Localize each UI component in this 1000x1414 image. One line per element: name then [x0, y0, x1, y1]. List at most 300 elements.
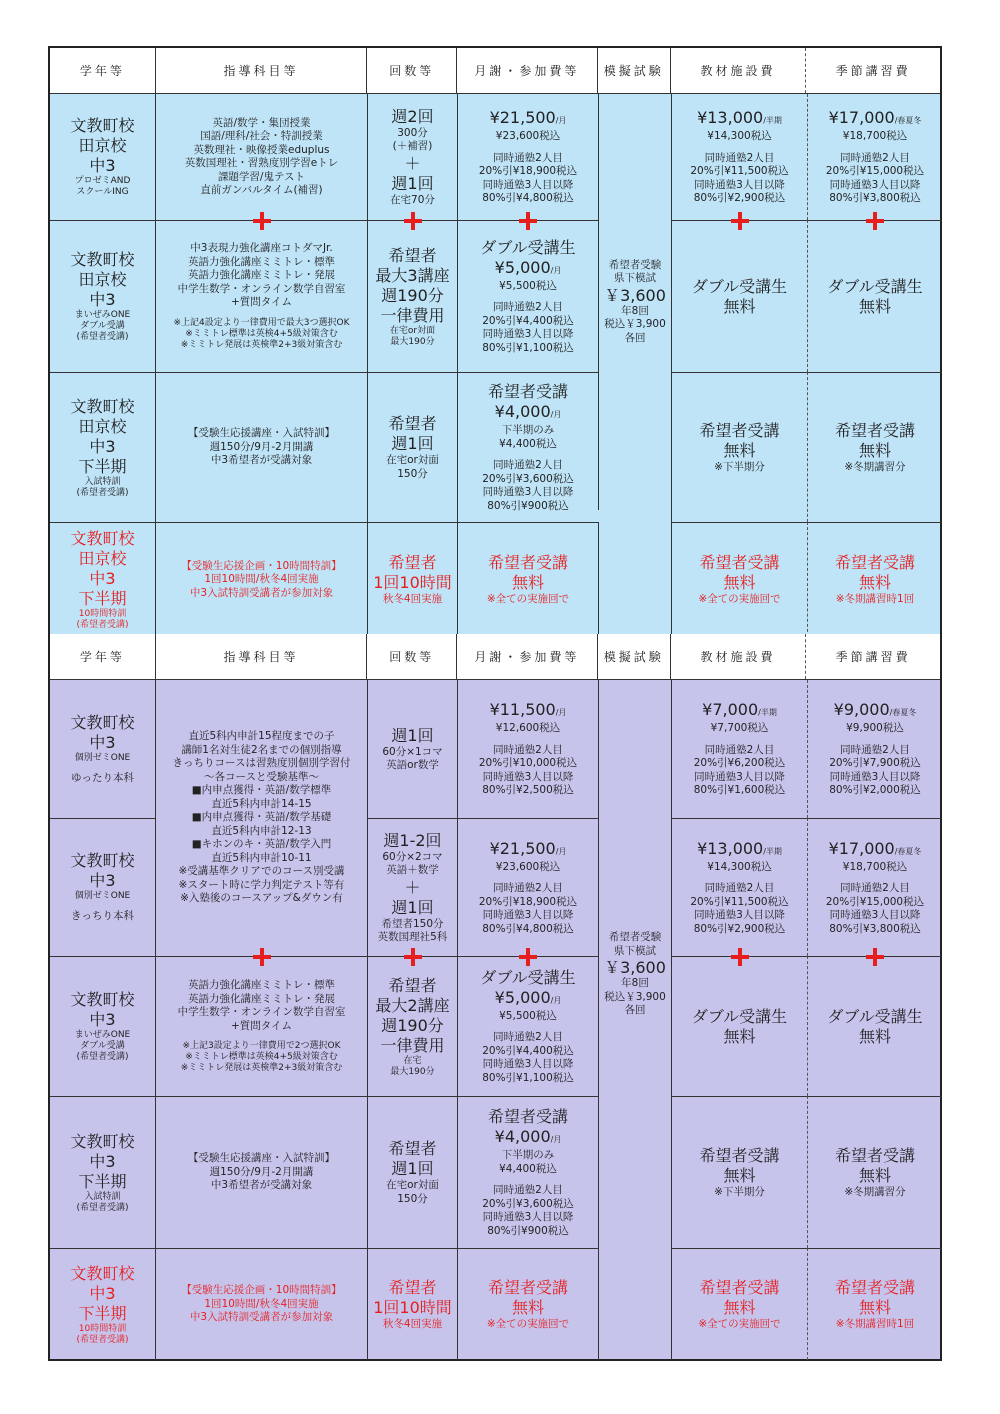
frequency-cell — [367, 1096, 457, 1248]
header-cell-2: 指導科目等 — [155, 48, 367, 93]
material-fee-cell — [671, 94, 807, 220]
discounts — [479, 744, 577, 798]
discounts — [829, 744, 921, 798]
discount-line: 同時通塾3人目以降 — [482, 328, 574, 341]
header-cell-1: 学年等 — [79, 64, 125, 78]
frequency-main: 希望者 — [388, 553, 437, 573]
frequency-main: 週1回 — [391, 725, 434, 745]
discount-line: 同時通塾3人目以降 — [482, 1211, 574, 1223]
grade-line: 中3 — [89, 436, 116, 456]
frequency-main: 週190分 — [381, 1015, 444, 1035]
price-unit: /半期 — [763, 846, 782, 856]
subject-line: 週150分/9月-2月開講 — [209, 440, 314, 453]
price — [702, 700, 777, 722]
discount-line: 同時通塾3人目以降 — [829, 909, 921, 922]
price-unit: /月 — [555, 116, 567, 126]
seasonal-fee-cell — [807, 522, 942, 637]
free-line: 無料 — [858, 1165, 891, 1185]
mock-price: ￥3,600 — [604, 958, 666, 978]
price — [495, 258, 562, 280]
course-name: ゆったり本科 — [71, 771, 134, 784]
discount-line: 80%引¥4,800税込 — [482, 192, 574, 205]
free-line: 希望者受講 — [699, 420, 780, 440]
price — [495, 402, 562, 424]
price-unit: /春夏冬 — [889, 708, 917, 718]
plus-icon — [864, 946, 886, 968]
frequency-note: 英語or数学 — [386, 759, 439, 771]
grade-line: 中3 — [89, 156, 116, 175]
discount-line: 20%引¥18,900税込 — [478, 895, 578, 908]
seasonal-fee-cell — [807, 818, 942, 956]
course-name: きっちり本科 — [71, 910, 134, 923]
subject-line: 1回10時間/秋冬4回実施 — [204, 573, 319, 586]
tax-price: ¥23,600税込 — [495, 860, 561, 873]
price-amount: ¥21,500 — [489, 838, 556, 858]
subject-line: 英語力強化講座ミミトレ・標準 — [188, 979, 335, 991]
discounts — [482, 1031, 574, 1085]
grade-note: 入試特訓 — [84, 1191, 121, 1202]
price-amount: ¥9,000 — [833, 700, 890, 720]
subject-line: 英数理社・映像授業eduplus — [193, 143, 330, 156]
price — [829, 108, 922, 130]
grade-note: 10時間特訓 — [78, 1323, 127, 1334]
grade-cell — [50, 94, 155, 220]
grade-note: (希望者受講) — [76, 487, 129, 498]
discount-line: 20%引¥3,600税込 — [482, 472, 574, 485]
frequency-note: 60分×2コマ — [382, 850, 443, 863]
subject-line: 直近5科内申計10-11 — [211, 851, 312, 864]
tax-price: ¥7,700税込 — [710, 722, 769, 735]
discounts — [482, 301, 574, 355]
price-unit: /月 — [550, 265, 562, 275]
grade-note: スクールING — [76, 187, 129, 197]
frequency-main: 最大2講座 — [375, 995, 450, 1015]
grade-note: ダブル受講 — [80, 321, 125, 331]
subject-line: 【受験生応援講座・入試特訓】 — [188, 427, 335, 440]
grade-line: 文教町校 — [70, 851, 135, 871]
discount-line: 20%引¥11,500税込 — [690, 165, 789, 178]
discounts — [482, 1184, 574, 1238]
mock-note: 各回 — [624, 331, 646, 344]
grade-note: (希望者受講) — [76, 332, 129, 342]
subject-line: 直近5科内申計15程度までの子 — [188, 730, 335, 743]
price-amount: ¥4,000 — [494, 402, 551, 421]
plus-icon — [251, 946, 273, 968]
grade-line: 文教町校 — [70, 990, 135, 1009]
subject-line: 中3希望者が受講対象 — [210, 1179, 313, 1192]
discount-line: 同時通塾2人目 — [704, 882, 775, 895]
grade-cell — [50, 372, 155, 522]
grade-cell — [50, 956, 155, 1096]
grade-cell — [50, 680, 155, 818]
free-line: 無料 — [723, 1026, 756, 1046]
subject-line: 中3入試特訓受講者が参加対象 — [189, 586, 334, 599]
subject-line: 英語力強化講座ミミトレ・発展 — [188, 269, 335, 282]
header-cell-3: 回数等 — [366, 634, 456, 679]
frequency-note: 60分×1コマ — [382, 745, 443, 758]
material-fee-cell — [671, 220, 807, 372]
note-line: ※上記4設定より一律費用で最大3つ選択OK — [173, 317, 350, 328]
discount-line: 同時通塾3人目以降 — [482, 909, 574, 922]
fee-cell — [457, 94, 598, 220]
header-cell-6: 教材施設費 — [670, 48, 806, 93]
subject-line: 講師1名対生徒2名までの個別指導 — [181, 743, 342, 756]
header-cell-5: 模擬試験 — [597, 634, 670, 679]
free-note: ※下半期分 — [714, 1185, 765, 1198]
header-row — [50, 634, 940, 679]
subject-line: ～各コースと受験基準～ — [204, 770, 319, 783]
mock-note: 税込￥3,900 — [604, 990, 666, 1003]
discount-line: 20%引¥7,900税込 — [829, 757, 921, 770]
frequency-main: 週2回 — [391, 106, 434, 126]
free-line: 無料 — [858, 1297, 891, 1317]
material-fee-cell — [671, 1248, 807, 1360]
free-note: ※全ての実施回で — [698, 1317, 781, 1330]
discount-line: 80%引¥2,900税込 — [693, 922, 786, 935]
tax-price: ¥12,600税込 — [495, 722, 561, 735]
frequency-main: 週190分 — [381, 285, 444, 305]
notes — [174, 318, 350, 351]
grade-note: 入試特訓 — [84, 476, 121, 487]
mock-line: 県下模試 — [614, 272, 656, 285]
subject-line: 週150分/9月-2月開講 — [209, 1165, 314, 1178]
price-amount: ¥21,500 — [489, 108, 556, 128]
frequency-cell — [367, 956, 457, 1096]
grade-note: 個別ゼミONE — [74, 891, 131, 902]
tax-price: ¥9,900税込 — [846, 722, 904, 735]
discounts — [694, 744, 786, 798]
discount-line: 同時通塾2人目 — [493, 882, 563, 895]
header-cell-5: 模擬試験 — [597, 48, 670, 93]
price-amount: ¥4,000 — [494, 1127, 551, 1146]
frequency-main: 希望者 — [388, 245, 437, 265]
tax-price: ¥4,400税込 — [499, 437, 557, 450]
subject-line: ■内申点獲得・英語/数学基礎 — [191, 811, 332, 824]
mock-exam-cell — [598, 680, 671, 1269]
discount-line: 同時通塾2人目 — [493, 1184, 563, 1196]
free-note: ※全ての実施回で — [486, 593, 570, 606]
mock-exam-empty — [598, 1248, 671, 1360]
discount-line: 80%引¥4,800税込 — [482, 922, 574, 935]
subject-line: 【受験生応援企画・10時間特訓】 — [181, 1284, 342, 1297]
price-amount: ¥17,000 — [828, 838, 895, 858]
free-line: 無料 — [511, 1297, 544, 1317]
table-body — [50, 679, 940, 1359]
grade-line: 中3 — [89, 1283, 116, 1303]
subject-line: ■内申点獲得・英語/数学標準 — [191, 784, 332, 797]
header-cell-7: 季節講習費 — [805, 48, 940, 93]
discounts — [482, 459, 574, 513]
subject-line: 【受験生応援企画・10時間特訓】 — [181, 559, 342, 572]
discount-line: 同時通塾2人目 — [840, 743, 910, 756]
discount-line: 同時通塾2人目 — [493, 151, 563, 164]
header-cell-7: 季節講習費 — [805, 634, 940, 679]
grade-line: 下半期 — [78, 589, 127, 608]
header-cell-4: 月謝・参加費等 — [456, 634, 597, 679]
price-unit: /春夏冬 — [894, 116, 922, 126]
free-line: 無料 — [511, 573, 544, 593]
discount-line: 同時通塾2人目 — [493, 301, 563, 314]
free-note: ※下半期分 — [714, 460, 765, 473]
grade-line: 田京校 — [78, 416, 127, 436]
grade-note: (希望者受講) — [76, 1052, 129, 1062]
frequency-main: 週1回 — [391, 434, 434, 453]
discounts — [690, 882, 788, 936]
plus-icon — [251, 210, 273, 232]
tax-price: ¥18,700税込 — [842, 860, 908, 873]
mock-price: ￥3,600 — [604, 285, 666, 305]
price-unit: /春夏冬 — [894, 846, 922, 856]
frequency-main: 希望者 — [388, 414, 437, 433]
discount-line: 80%引¥1,100税込 — [482, 341, 574, 354]
plus-sign: ＋ — [404, 153, 421, 173]
mock-exam-cell — [598, 94, 671, 510]
discount-line: 同時通塾3人目以降 — [829, 770, 921, 783]
plus-icon — [517, 210, 539, 232]
fee-cell — [457, 818, 598, 956]
frequency-main: 希望者 — [388, 975, 437, 995]
subject-line: ※スタート時に学力判定テスト等有 — [178, 878, 345, 891]
mock-line: 希望者受験 — [608, 258, 662, 271]
price — [490, 839, 567, 861]
free-line: ダブル受講生 — [691, 1006, 788, 1026]
seasonal-fee-cell — [807, 680, 942, 818]
discount-line: 同時通塾2人目 — [704, 151, 775, 164]
discount-line: 80%引¥2,900税込 — [693, 192, 786, 205]
free-line: 無料 — [723, 573, 756, 593]
frequency-main: 1回10時間 — [373, 1297, 452, 1317]
fee-cell — [457, 372, 598, 522]
free-line: 希望者受講 — [699, 1145, 780, 1165]
subject-line: 1回10時間/秋冬4回実施 — [204, 1297, 319, 1310]
subject-line: 【受験生応援講座・入試特訓】 — [188, 1152, 335, 1165]
mock-exam-empty — [598, 522, 671, 637]
grade-cell — [50, 220, 155, 372]
free-line: ダブル受講生 — [691, 276, 788, 296]
plus-icon — [729, 210, 751, 232]
grade-line: 中3 — [89, 1010, 116, 1029]
frequency-note: 在宅or対面 — [386, 1179, 439, 1191]
discount-line: 同時通塾3人目以降 — [694, 770, 785, 783]
grade-line: 文教町校 — [70, 396, 135, 416]
grade-note: (希望者受講) — [76, 620, 129, 630]
frequency-note: 希望者150分 — [381, 917, 444, 930]
frequency-main: 希望者 — [388, 1139, 437, 1158]
grade-note: 10時間特訓 — [78, 609, 127, 619]
discounts — [690, 152, 788, 206]
tax-price: ¥18,700税込 — [842, 130, 908, 143]
grade-line: 下半期 — [78, 1303, 127, 1323]
plus-sign: ＋ — [404, 877, 421, 897]
price-amount: ¥17,000 — [828, 108, 895, 128]
material-fee-cell — [671, 956, 807, 1096]
subject-line: +質問タイム — [230, 296, 293, 309]
free-note: ※全ての実施回で — [698, 593, 781, 606]
subject-cell — [155, 1096, 367, 1248]
subject-line: 直前ガンバルタイム(補習) — [200, 184, 323, 196]
note-line: ※ミミトレ標準は英検4+5級対策含む — [185, 1052, 338, 1062]
price-unit: /半期 — [763, 116, 782, 126]
subject-line: ■キホンのキ・英語/数学入門 — [191, 838, 332, 851]
discount-line: 80%引¥900税込 — [487, 1224, 569, 1237]
tax-price: ¥4,400税込 — [499, 1162, 557, 1175]
price-amount: ¥5,000 — [494, 987, 551, 1007]
frequency-note: 在宅70分 — [390, 193, 435, 206]
subject-line: 中学生数学・オンライン数学自習室 — [177, 1006, 346, 1018]
note-line: ※上記3設定より一律費用で2つ選択OK — [182, 1041, 341, 1051]
fee-cell — [457, 220, 598, 372]
frequency-cell — [367, 372, 457, 522]
material-fee-cell — [671, 522, 807, 637]
price-amount: ¥11,500 — [489, 700, 556, 720]
grade-note: 個別ゼミONE — [74, 752, 131, 763]
header-cell-3: 回数等 — [366, 48, 456, 93]
free-line: 希望者受講 — [834, 1277, 915, 1297]
free-line: 希望者受講 — [834, 420, 915, 440]
price — [495, 988, 562, 1010]
plus-icon — [402, 210, 424, 232]
free-line: 無料 — [858, 296, 891, 316]
grade-line: 中3 — [89, 290, 116, 309]
seasonal-fee-cell — [807, 372, 942, 522]
mock-line: 希望者受験 — [608, 931, 662, 944]
subject-line: 英語力強化講座ミミトレ・発展 — [188, 992, 335, 1005]
discount-line: 80%引¥1,600税込 — [693, 784, 786, 797]
grade-line: 文教町校 — [70, 529, 135, 548]
frequency-main: 希望者 — [388, 1277, 437, 1297]
note-line: ※ミミトレ発展は英検準2+3級対策含む — [180, 1063, 343, 1073]
discount-line: 同時通塾3人目以降 — [482, 770, 574, 783]
tax-price: ¥5,500税込 — [499, 1009, 557, 1022]
free-note: ※冬期講習時1回 — [835, 593, 915, 606]
discount-line: 同時通塾2人目 — [704, 743, 775, 756]
seasonal-fee-cell — [807, 220, 942, 372]
price — [829, 839, 922, 861]
pricing-table-kobetsu — [48, 634, 942, 1361]
header-cell-1: 学年等 — [79, 650, 125, 664]
free-note: ※全ての実施回で — [486, 1317, 570, 1330]
seasonal-fee-cell — [807, 956, 942, 1096]
grade-note: (希望者受講) — [76, 1334, 129, 1345]
discount-line: 20%引¥15,000税込 — [825, 165, 925, 178]
discounts — [826, 882, 924, 936]
notes — [181, 1041, 343, 1074]
grade-line: 田京校 — [78, 549, 127, 568]
grade-cell — [50, 1248, 155, 1360]
discount-line: 80%引¥2,500税込 — [482, 784, 574, 797]
grade-line: 文教町校 — [70, 712, 135, 732]
discounts — [826, 152, 924, 206]
tax-price: ¥14,300税込 — [707, 130, 772, 143]
free-line: 無料 — [723, 440, 756, 460]
free-line: 無料 — [723, 1165, 756, 1185]
grade-cell — [50, 522, 155, 637]
mock-note: 税込￥3,900 — [604, 318, 666, 331]
discount-line: 80%引¥1,100税込 — [482, 1071, 574, 1084]
free-line: 希望者受講 — [699, 553, 780, 573]
price — [834, 700, 917, 722]
grade-line: 中3 — [89, 732, 116, 752]
plus-icon — [729, 946, 751, 968]
frequency-note: 在宅or対面 — [389, 325, 436, 336]
discount-line: 20%引¥4,400税込 — [482, 1044, 574, 1057]
plus-icon — [402, 946, 424, 968]
seasonal-fee-cell — [807, 94, 942, 220]
frequency-note: 英数国理社5科 — [377, 931, 448, 943]
discount-line: 同時通塾3人目以降 — [694, 909, 785, 922]
subject-line: +質問タイム — [230, 1019, 293, 1032]
subject-cell — [155, 956, 367, 1096]
frequency-note: 300分 — [397, 126, 428, 139]
discount-line: 20%引¥3,600税込 — [482, 1197, 574, 1210]
free-note: ※冬期講習分 — [844, 460, 906, 473]
frequency-main: 一律費用 — [380, 1035, 445, 1055]
fee-cell — [457, 1248, 598, 1360]
subject-cell-merged — [155, 680, 367, 956]
discount-line: 同時通塾3人目以降 — [694, 178, 785, 191]
tax-price: ¥14,300税込 — [707, 860, 772, 873]
free-line: 希望者受講 — [834, 553, 915, 573]
subject-cell — [155, 372, 367, 522]
discount-line: 20%引¥6,200税込 — [693, 757, 786, 770]
frequency-cell — [367, 220, 457, 372]
frequency-main: 最大3講座 — [375, 265, 450, 285]
note-line: ※ミミトレ標準は英検4+5級対策含む — [185, 328, 338, 339]
subject-line: ※受講基準クリアでのコース別受講 — [178, 865, 345, 878]
table-body — [50, 93, 940, 636]
discounts — [479, 882, 577, 936]
discount-line: 80%引¥3,800税込 — [829, 192, 921, 205]
frequency-cell — [367, 94, 457, 220]
fee-label: 希望者受講 — [487, 1107, 568, 1126]
seasonal-fee-cell — [807, 1248, 942, 1360]
subject-line: 中3表現力強化講座コトダマJr. — [190, 242, 333, 255]
price-unit: /月 — [555, 846, 567, 856]
free-line: 無料 — [723, 1297, 756, 1317]
price — [697, 839, 782, 861]
mock-line: 県下模試 — [614, 944, 656, 957]
price-amount: ¥13,000 — [697, 108, 764, 128]
discount-line: 同時通塾3人目以降 — [482, 178, 574, 191]
free-line: 希望者受講 — [487, 1277, 568, 1297]
discount-line: 同時通塾2人目 — [493, 1031, 563, 1044]
subject-cell — [155, 220, 367, 372]
grade-line: 文教町校 — [70, 250, 135, 269]
subject-cell — [155, 1248, 367, 1360]
header-cell-2: 指導科目等 — [155, 634, 367, 679]
frequency-note: 英語＋数学 — [386, 864, 439, 876]
period-note: 下半期のみ — [501, 1149, 555, 1161]
fee-label: ダブル受講生 — [480, 237, 576, 257]
frequency-cell — [367, 680, 457, 818]
grade-line: 中3 — [89, 1151, 116, 1171]
grade-line: 中3 — [89, 569, 116, 588]
mock-note: 年8回 — [621, 977, 649, 990]
free-note: ※冬期講習分 — [844, 1185, 906, 1198]
price — [490, 108, 567, 130]
plus-icon — [517, 946, 539, 968]
frequency-note: (＋補習) — [392, 140, 433, 153]
mock-note: 年8回 — [621, 304, 649, 317]
price-unit: /月 — [550, 1135, 562, 1144]
seasonal-fee-cell — [807, 1096, 942, 1248]
mock-note: 各回 — [624, 1004, 646, 1017]
fee-cell — [457, 522, 598, 637]
fee-cell — [457, 1096, 598, 1248]
discount-line: 同時通塾3人目以降 — [482, 486, 574, 498]
subject-cell — [155, 522, 367, 637]
material-fee-cell — [671, 1096, 807, 1248]
